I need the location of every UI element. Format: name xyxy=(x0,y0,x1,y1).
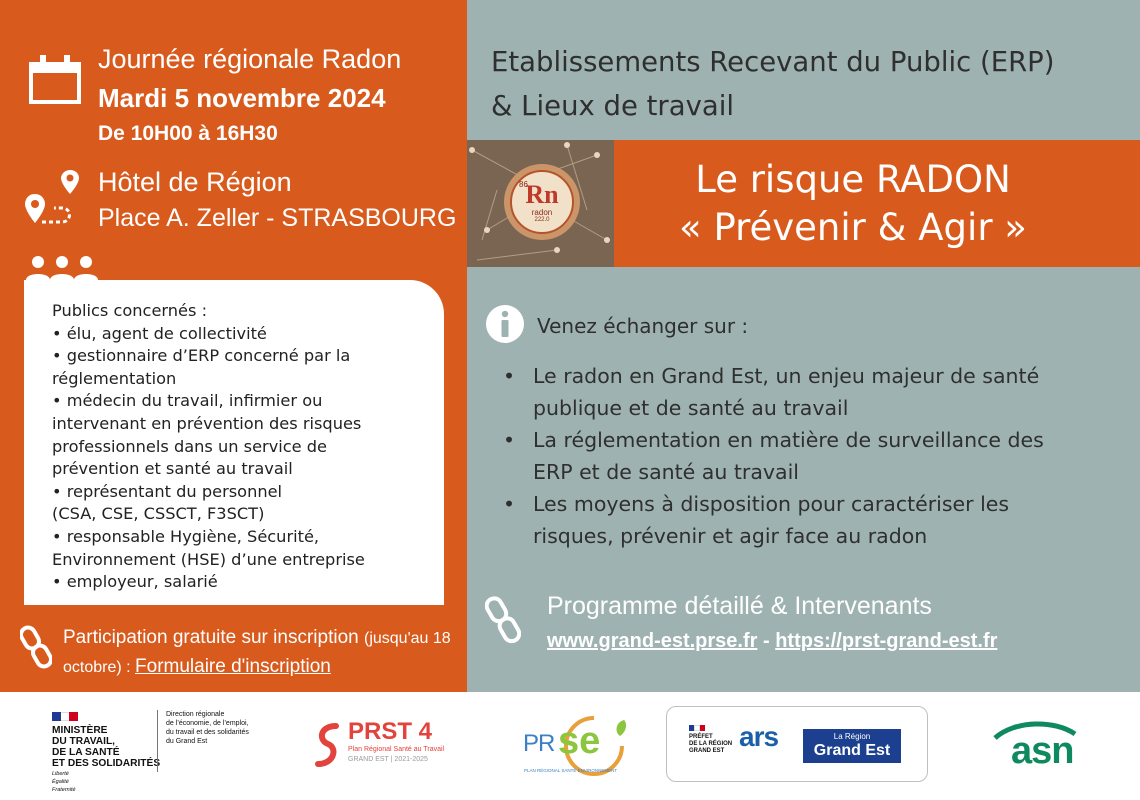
audience-line: Environnement (HSE) d’une entreprise xyxy=(52,549,365,569)
banner-line-1: Le risque RADON xyxy=(695,158,1011,201)
heading-line-1: Etablissements Recevant du Public (ERP) xyxy=(491,46,1055,78)
element-symbol: Rn xyxy=(525,180,559,209)
participation-main: Participation gratuite sur inscription xyxy=(63,627,364,648)
prst-website-link[interactable]: https://prst-grand-est.fr xyxy=(775,630,998,652)
ministry-name: DU TRAVAIL, xyxy=(52,736,116,747)
dreets-logo xyxy=(157,710,277,772)
event-info-panel xyxy=(0,0,467,692)
prefet-line: DE LA RÉGION xyxy=(689,741,733,747)
target-audience-box xyxy=(24,280,444,605)
asn-logo xyxy=(985,716,1085,776)
event-title: Journée régionale Radon xyxy=(98,44,402,74)
bullet: • xyxy=(503,492,516,516)
audience-line: réglementation xyxy=(52,368,177,388)
audience-line: • gestionnaire d’ERP concerné par la xyxy=(52,346,351,366)
topic-line: La réglementation en matière de surveillance des xyxy=(533,428,1044,452)
calendar-icon xyxy=(28,52,82,106)
prst-subtitle: Plan Régional Santé au Travail xyxy=(348,746,445,753)
audience-heading: Publics concernés : xyxy=(52,301,208,320)
event-hours: De 10H00 à 16H30 xyxy=(98,122,278,145)
event-place: Hôtel de Région xyxy=(98,167,292,197)
bullet: • xyxy=(503,428,516,452)
direction-line: de l’économie, de l’emploi, xyxy=(166,720,249,727)
program-title: Programme détaillé & Intervenants xyxy=(547,592,932,620)
element-name: radon xyxy=(531,208,553,217)
topic-line: publique et de santé au travail xyxy=(533,396,849,420)
prse-website-link[interactable]: www.grand-est.prse.fr xyxy=(547,630,758,652)
location-route-icon xyxy=(22,168,84,228)
partner-logos xyxy=(0,692,1140,800)
atomic-mass: 222.0 xyxy=(534,217,550,223)
event-address: Place A. Zeller - STRASBOURG xyxy=(98,204,457,232)
registration-form-link[interactable]: Formulaire d'inscription xyxy=(135,656,331,677)
motto: Égalité xyxy=(52,779,69,785)
ars-logo: ars xyxy=(739,721,779,752)
topic-line: ERP et de santé au travail xyxy=(533,460,799,484)
list-item xyxy=(503,360,1123,424)
target-sites-heading xyxy=(491,40,1055,128)
website-links xyxy=(547,630,997,653)
topic-line: risques, prévenir et agir face au radon xyxy=(533,524,928,548)
event-date: Mardi 5 novembre 2024 xyxy=(98,83,386,113)
french-flag-icon xyxy=(52,712,78,721)
link-separator: - xyxy=(757,630,776,652)
ministry-name: MINISTÈRE xyxy=(52,725,108,736)
topic-line: Le radon en Grand Est, un enjeu majeur de santé xyxy=(533,364,1040,388)
region-small-label: La Région xyxy=(833,732,871,741)
region-grand-est-logo xyxy=(803,729,901,763)
ministry-logo xyxy=(52,712,162,792)
prst4-logo xyxy=(312,718,457,772)
prst-region: GRAND EST | 2021-2025 xyxy=(348,756,428,763)
direction-line: du Grand Est xyxy=(166,738,208,745)
french-flag-icon xyxy=(689,725,705,731)
atomic-number: 86 xyxy=(519,180,528,189)
ministry-name: DE LA SANTÉ xyxy=(52,747,120,758)
participation-text xyxy=(63,624,458,682)
audience-line: prévention et santé au travail xyxy=(52,459,293,479)
chain-link-icon xyxy=(485,596,521,644)
radon-risk-banner xyxy=(467,140,1140,267)
region-name: Grand Est xyxy=(813,742,891,759)
audience-line: • représentant du personnel xyxy=(52,481,283,501)
prefet-line: PRÉFET xyxy=(689,734,713,740)
topic-panel xyxy=(467,0,1140,692)
institutions-logo-group xyxy=(666,706,928,782)
banner-line-2: « Prévenir & Agir » xyxy=(679,206,1027,249)
ministry-name: ET DES SOLIDARITÉS xyxy=(52,758,161,769)
prse-se: se xyxy=(558,720,601,762)
prst-title: PRST 4 xyxy=(348,718,433,745)
list-item xyxy=(503,424,1123,488)
audience-line: professionnels dans un service de xyxy=(52,436,328,456)
banner-title xyxy=(653,156,1053,252)
motto: Liberté xyxy=(52,771,69,777)
prefet-line: GRAND EST xyxy=(689,748,725,754)
bullet: • xyxy=(503,364,516,388)
prse-pr: PR xyxy=(523,730,555,757)
audience-line: (CSA, CSE, CSSCT, F3SCT) xyxy=(52,504,265,524)
audience-line: • médecin du travail, infirmier ou xyxy=(52,391,323,411)
motto: Fraternité xyxy=(52,787,76,793)
radon-element-image xyxy=(467,140,614,267)
audience-line: • responsable Hygiène, Sécurité, xyxy=(52,526,320,546)
audience-line: • employeur, salarié xyxy=(52,572,218,592)
discussion-intro: Venez échanger sur : xyxy=(537,314,749,338)
info-icon xyxy=(485,304,525,344)
prst-mark-icon xyxy=(312,720,342,770)
prse-subtitle: PLAN RÉGIONAL SANTÉ ENVIRONNEMENT xyxy=(524,768,618,773)
audience-line: intervenant en prévention des risques xyxy=(52,413,362,433)
chain-link-icon xyxy=(20,625,52,669)
topic-line: Les moyens à disposition pour caractériser les xyxy=(533,492,1010,516)
audience-line: • élu, agent de collectivité xyxy=(52,323,267,343)
asn-wordmark: asn xyxy=(1011,730,1074,772)
list-item xyxy=(503,488,1123,552)
participation-deadline: (jusqu'au 18 octobre) : xyxy=(63,630,451,676)
prse-logo xyxy=(520,712,650,784)
direction-line: Direction régionale xyxy=(166,711,225,718)
heading-line-2: & Lieux de travail xyxy=(491,90,734,122)
prefet-logo xyxy=(689,734,732,755)
direction-line: du travail et des solidarités xyxy=(166,729,249,736)
topics-list xyxy=(503,360,1123,552)
